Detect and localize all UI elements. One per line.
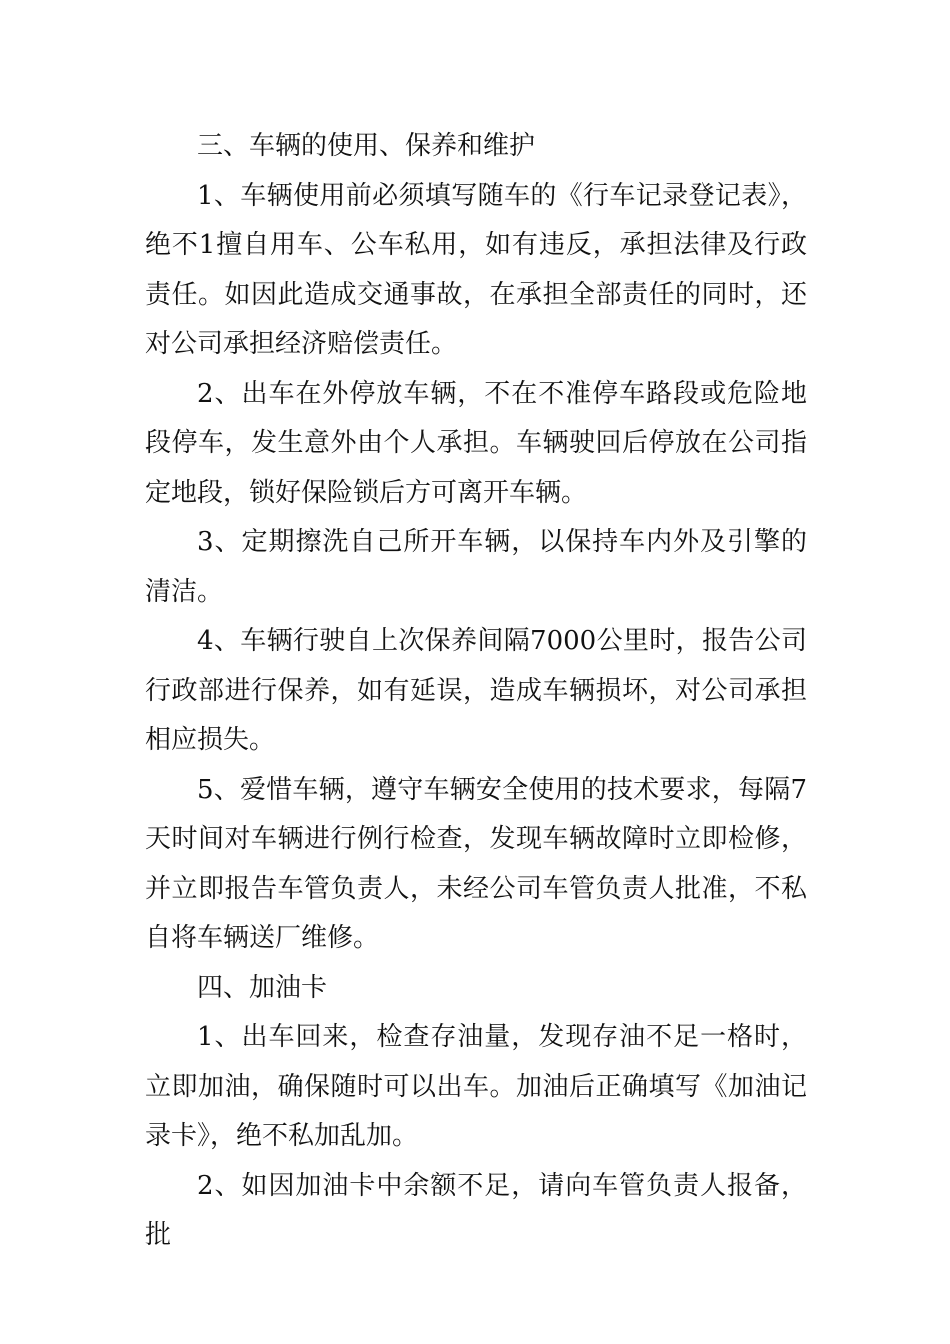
- paragraph-item-5: 5、爱惜车辆，遵守车辆安全使用的技术要求，每隔7天时间对车辆进行例行检查，发现车辆故障时立即检修，并立即报告车管负责人，未经公司车管负责人批准，不私自将车辆送厂维修。: [145, 774, 807, 953]
- paragraph-item-3: 3、定期擦洗自己所开车辆，以保持车内外及引擎的清洁。: [145, 527, 807, 607]
- paragraph-item-4: 4、车辆行驶自上次保养间隔7000公里时，报告公司行政部进行保养，如有延误，造成车辆损坏，对公司承担相应损失。: [145, 626, 807, 755]
- document-body: [145, 122, 807, 1261]
- paragraph-item-1: 1、车辆使用前必须填写随车的《行车记录登记表》，绝不1擅自用车、公车私用，如有违反，承担法律及行政责任。如因此造成交通事故，在承担全部责任的同时，还对公司承担经济赔偿责任。: [145, 180, 807, 359]
- paragraph-fuel-item-1: 1、出车回来，检查存油量，发现存油不足一格时，立即加油，确保随时可以出车。加油后正确填写《加油记录卡》，绝不私加乱加。: [145, 1022, 807, 1151]
- paragraph-fuel-item-2: 2、如因加油卡中余额不足，请向车管负责人报备，批: [145, 1170, 807, 1250]
- section-heading-vehicle-use: 三、车辆的使用、保养和维护: [197, 131, 536, 161]
- paragraph-item-2: 2、出车在外停放车辆，不在不准停车路段或危险地段停车，发生意外由个人承担。车辆驶回后停放在公司指定地段，锁好保险锁后方可离开车辆。: [145, 378, 807, 508]
- section-heading-fuel-card: 四、加油卡: [197, 972, 328, 1003]
